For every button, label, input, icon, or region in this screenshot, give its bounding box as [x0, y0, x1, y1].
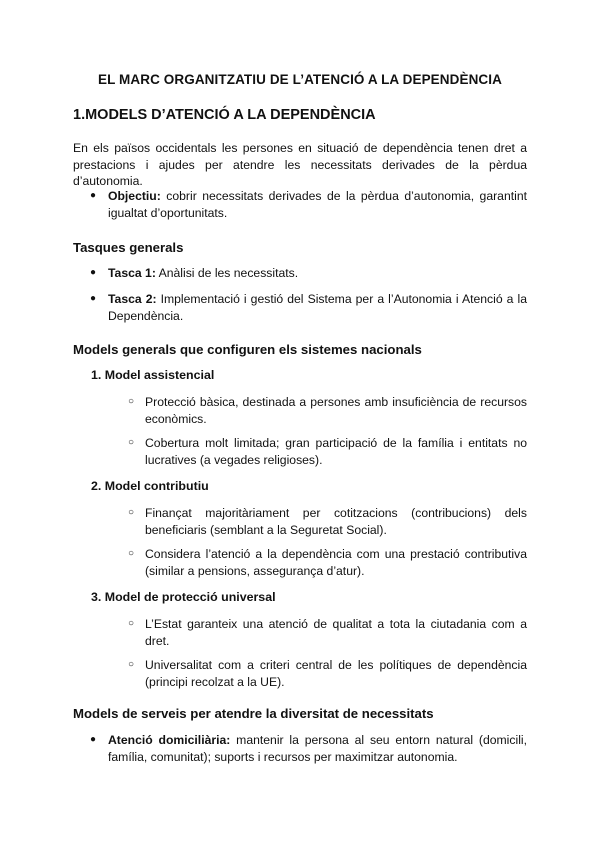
task-text: Implementació i gestió del Sistema per a l’Autonomia i Atenció a la Dependència.: [108, 292, 527, 323]
intro-paragraph: En els països occidentals les persones en situació de dependència tenen dret a prestacions i ajudes per atendre les necessitats derivades de la pèrdua d’autonomia.: [73, 141, 527, 188]
model-point: Finançat majoritàriament per cotitzacions (contribucions) dels beneficiaris (semblant a la Seguretat Social).: [145, 506, 527, 537]
services-heading: Models de serveis per atendre la diversitat de necessitats: [73, 706, 434, 721]
objective-text: cobrir necessitats derivades de la pèrdua d’autonomia, garantint igualtat d’oportunitats.: [108, 189, 527, 220]
circle-bullet-icon: ○: [128, 659, 135, 670]
service-label: Atenció domiciliària:: [108, 733, 231, 747]
circle-bullet-icon: ○: [128, 396, 135, 407]
task-label: Tasca 1:: [108, 266, 156, 280]
bullet-icon: ●: [90, 734, 97, 745]
bullet-icon: ●: [90, 267, 97, 278]
section-heading: 1.MODELS D’ATENCIÓ A LA DEPENDÈNCIA: [73, 107, 376, 123]
service-item: [108, 732, 527, 765]
service-text: mantenir la persona al seu entorn natural (domicili, família, comunitat); suports i recursos per maximitzar autonomia.: [108, 733, 527, 764]
model-point: Protecció bàsica, destinada a persones amb insuficiència de recursos econòmics.: [145, 395, 527, 426]
objective-label: Objectiu:: [108, 189, 161, 203]
model-title: 1. Model assistencial: [91, 368, 215, 382]
circle-bullet-icon: ○: [128, 548, 135, 559]
model-title: 3. Model de protecció universal: [91, 590, 276, 604]
task-text: Anàlisi de les necessitats.: [155, 266, 299, 280]
model-point: L’Estat garanteix una atenció de qualitat a tota la ciutadania com a dret.: [145, 617, 527, 648]
document-title: EL MARC ORGANITZATIU DE L’ATENCIÓ A LA DEPENDÈNCIA: [97, 72, 502, 87]
task-label: Tasca 2:: [108, 292, 157, 306]
circle-bullet-icon: ○: [128, 618, 135, 629]
circle-bullet-icon: ○: [128, 437, 135, 448]
tasks-heading: Tasques generals: [73, 240, 184, 255]
models-heading: Models generals que configuren els sistemes nacionals: [73, 342, 422, 357]
task-item: [108, 265, 527, 282]
model-point: Universalitat com a criteri central de les polítiques de dependència (principi recolzat a la UE).: [145, 658, 527, 689]
bullet-icon: ●: [90, 293, 97, 304]
bullet-icon: ●: [90, 190, 97, 201]
model-point: Cobertura molt limitada; gran participació de la família i entitats no lucratives (a vegades religioses).: [145, 436, 527, 467]
circle-bullet-icon: ○: [128, 507, 135, 518]
model-title: 2. Model contributiu: [91, 479, 209, 493]
model-point: Considera l’atenció a la dependència com una prestació contributiva (similar a pensions, assegurança d’atur).: [145, 547, 527, 578]
objective-item: [108, 188, 527, 221]
task-item: [108, 291, 527, 324]
